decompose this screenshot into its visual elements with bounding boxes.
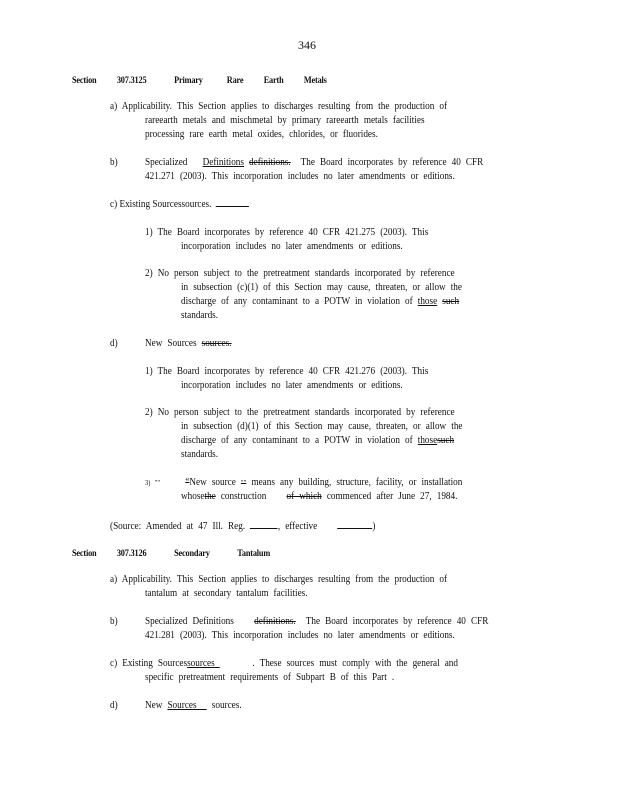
strike-line (216, 200, 249, 207)
section-title-word: Secondary (174, 548, 210, 558)
source-note: (Source: Amended at 47 Ill. Reg. , effective ) (110, 521, 376, 532)
subsection-c-item-1-line-1: 1) The Board incorporates by reference 40 CFR 421.275 (2003). This (145, 227, 429, 238)
subsection-d-item-2-line-2: in subsection (d)(1) of this Section may cause, threaten, or allow the (181, 421, 463, 432)
subsection-d-item-3-line-1: $^{3) ""}$ “New source "” means any building, structure, facility, or installation (145, 477, 463, 488)
section-title-word: Primary (174, 75, 203, 85)
subsection-c-item-2-line-3: discharge of any contaminant to a POTW in violation of those such (181, 296, 460, 307)
section-heading-3126 (72, 547, 270, 559)
blank-line (250, 519, 278, 529)
struck-text: such (442, 296, 460, 307)
struck-text: the (204, 491, 216, 502)
inserted-text: Sources (167, 700, 197, 711)
subsection-a-line-1: a) Applicability. This Section applies to discharges resulting from the production of (110, 101, 448, 112)
subsection-d-item-3-line-2: whosethe construction of which commenced after June 27, 1984. (181, 491, 458, 502)
blank-line (337, 519, 372, 529)
struck-text: sources. (201, 338, 232, 349)
section-label: Section (72, 75, 97, 85)
subsection-c-heading: c) Existing Sourcessources. (110, 199, 249, 211)
inserted-text: sources (187, 658, 215, 669)
subsection-c-item-2-line-4: standards. (181, 310, 219, 321)
struck-text: definitions. (254, 616, 296, 627)
section-number: 307.3126 (116, 548, 147, 558)
subsection-b-line-1: Specialized Definitions definitions. The Board incorporates by reference 40 CFR (145, 616, 489, 627)
subsection-d-label: d) (110, 338, 118, 349)
struck-text: definitions. (249, 157, 291, 168)
section-number: 307.3125 (116, 75, 147, 85)
subsection-d-item-2-line-1: 2) No person subject to the pretreatment standards incorporated by reference (145, 407, 455, 418)
subsection-d-item-2-line-4: standards. (181, 449, 219, 460)
subsection-d-label: d) (110, 700, 118, 711)
subsection-d-heading: New Sources sources. (145, 338, 232, 349)
subsection-a-line-3: processing rare earth metal oxides, chlorides, or fluorides. (145, 129, 378, 140)
subsection-d-item-2-line-3: discharge of any contaminant to a POTW in violation of thosesuch (181, 435, 455, 446)
struck-text: “ (185, 477, 190, 488)
section-label: Section (72, 548, 97, 558)
subsection-b-line-2: 421.281 (2003). This incorporation includes no later amendments or editions. (145, 630, 455, 641)
subsection-c-item-2-line-2: in subsection (c)(1) of this Section may cause, threaten, or allow the (181, 282, 462, 293)
section-title-word: Rare (226, 75, 244, 85)
inserted-text: those (417, 435, 438, 446)
section-title-word: Earth (263, 75, 284, 85)
subsection-c-line-1: c) Existing Sourcessources . These sources must comply with the general and (110, 658, 459, 669)
subsection-c-line-2: specific pretreatment requirements of Subpart B of this Part . (145, 672, 395, 683)
subsection-b-line-1: Specialized Definitions definitions. The Board incorporates by reference 40 CFR (145, 157, 484, 168)
section-title-word: Metals (303, 75, 327, 85)
section-title-word: Tantalum (237, 548, 271, 558)
subsection-d-item-1-line-1: 1) The Board incorporates by reference 40 CFR 421.276 (2003). This (145, 366, 429, 377)
struck-text: such (437, 435, 455, 446)
subsection-b-label: b) (110, 616, 118, 627)
subsection-a-line-1: a) Applicability. This Section applies to discharges resulting from the production of (110, 574, 448, 585)
subsection-a-line-2: tantalum at secondary tantalum facilities. (145, 588, 308, 599)
subsection-d-item-1-line-2: incorporation includes no later amendments or editions. (181, 380, 403, 391)
subsection-b-line-2: 421.271 (2003). This incorporation includes no later amendments or editions. (145, 171, 455, 182)
page-number: 346 (298, 38, 316, 52)
subsection-b-label: b) (110, 157, 118, 168)
inserted-text: those (417, 296, 438, 307)
subsection-c-item-1-line-2: incorporation includes no later amendments or editions. (181, 241, 403, 252)
subsection-a-line-2: rareearth metals and mischmetal by primary rareearth metals facilities (145, 115, 425, 126)
struck-text: "” (240, 479, 247, 487)
inserted-text: Definitions (202, 157, 244, 168)
section-heading-3125 (72, 74, 327, 86)
struck-text: of which (286, 491, 322, 502)
subsection-d-heading: New Sources sources. (145, 700, 242, 711)
subsection-c-item-2-line-1: 2) No person subject to the pretreatment standards incorporated by reference (145, 268, 455, 279)
